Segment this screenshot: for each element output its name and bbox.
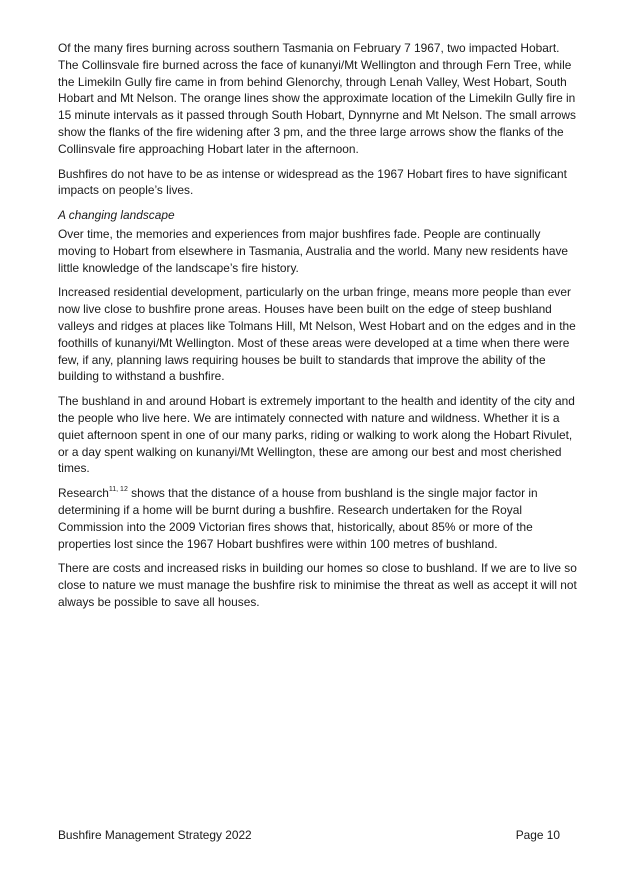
paragraph-research-distance [58,485,578,552]
research-lead: Research [58,486,109,501]
paragraph-bushland-importance: The bushland in and around Hobart is extremely important to the health and identity of the city and the people who live here. We are intimately connected with nature and wildness. Whether it is a quiet afternoon spent in one of our many parks, riding or walking to work along the Hobart Rivulet, or a day spent walking on kunanyi/Mt Wellington, these are among our best and most cherished times. [58,394,575,476]
footer-title: Bushfire Management Strategy 2022 [58,828,252,842]
paragraph-memories-fade: Over time, the memories and experiences from major bushfires fade. People are continually moving to Hobart from elsewhere in Tasmania, Australia and the world. Many new residents have little knowledge of the landscape’s fire history. [58,226,569,275]
paragraph-1967-fires: Of the many fires burning across southern Tasmania on February 7 1967, two impacted Hobart. The Collinsvale fire burned across the face of kunanyi/Mt Wellington and through Fern Tree, while the Limekiln Gully fire came in from behind Glenorchy, through Lenah Valley, West Hobart, South Hobart and Mt Nelson. The orange lines show the approximate location of the Limekiln Gully fire in 15 minute intervals as it passed through South Hobart, Dynnyrne and Mt Nelson. The small arrows show the flanks of the fire widening after 3 pm, and the three large arrows show the flanks of the Collinsvale fire approaching Hobart later in the afternoon. [58,41,576,156]
page-number: Page 10 [515,828,560,842]
page-footer [58,828,560,842]
research-rest: shows that the distance of a house from bushland is the single major factor in determining if a home will be burnt during a bushfire. Research undertaken for the Royal Commission into the 2009 Victorian fires shows that, historically, about 85% or more of the properties lost since the 1967 Hobart bushfires were within 100 metres of bushland. [58,486,538,551]
document-body [58,40,578,619]
paragraph-bushfire-impacts: Bushfires do not have to be as intense or widespread as the 1967 Hobart fires to have significant impacts on people’s lives. [58,166,567,198]
footnote-references: 11, 12 [108,486,128,494]
paragraph-residential-development: Increased residential development, particularly on the urban fringe, means more people than ever now live close to bushfire prone areas. Houses have been built on the edge of steep bushland valleys and ridges at places like Tolmans Hill, Mt Nelson, West Hobart and on the edges and in the foothills of kunanyi/Mt Wellington. Most of these areas were developed at a time when there were few, if any, planning laws requiring houses be built to standards that improve the ability of the building to withstand a bushfire. [58,285,576,384]
section-heading: A changing landscape [58,208,175,223]
paragraph-costs-risks: There are costs and increased risks in building our homes so close to bushland. If we are to live so close to nature we must manage the bushfire risk to minimise the threat as well as accept it will not always be possible to save all houses. [58,561,577,609]
